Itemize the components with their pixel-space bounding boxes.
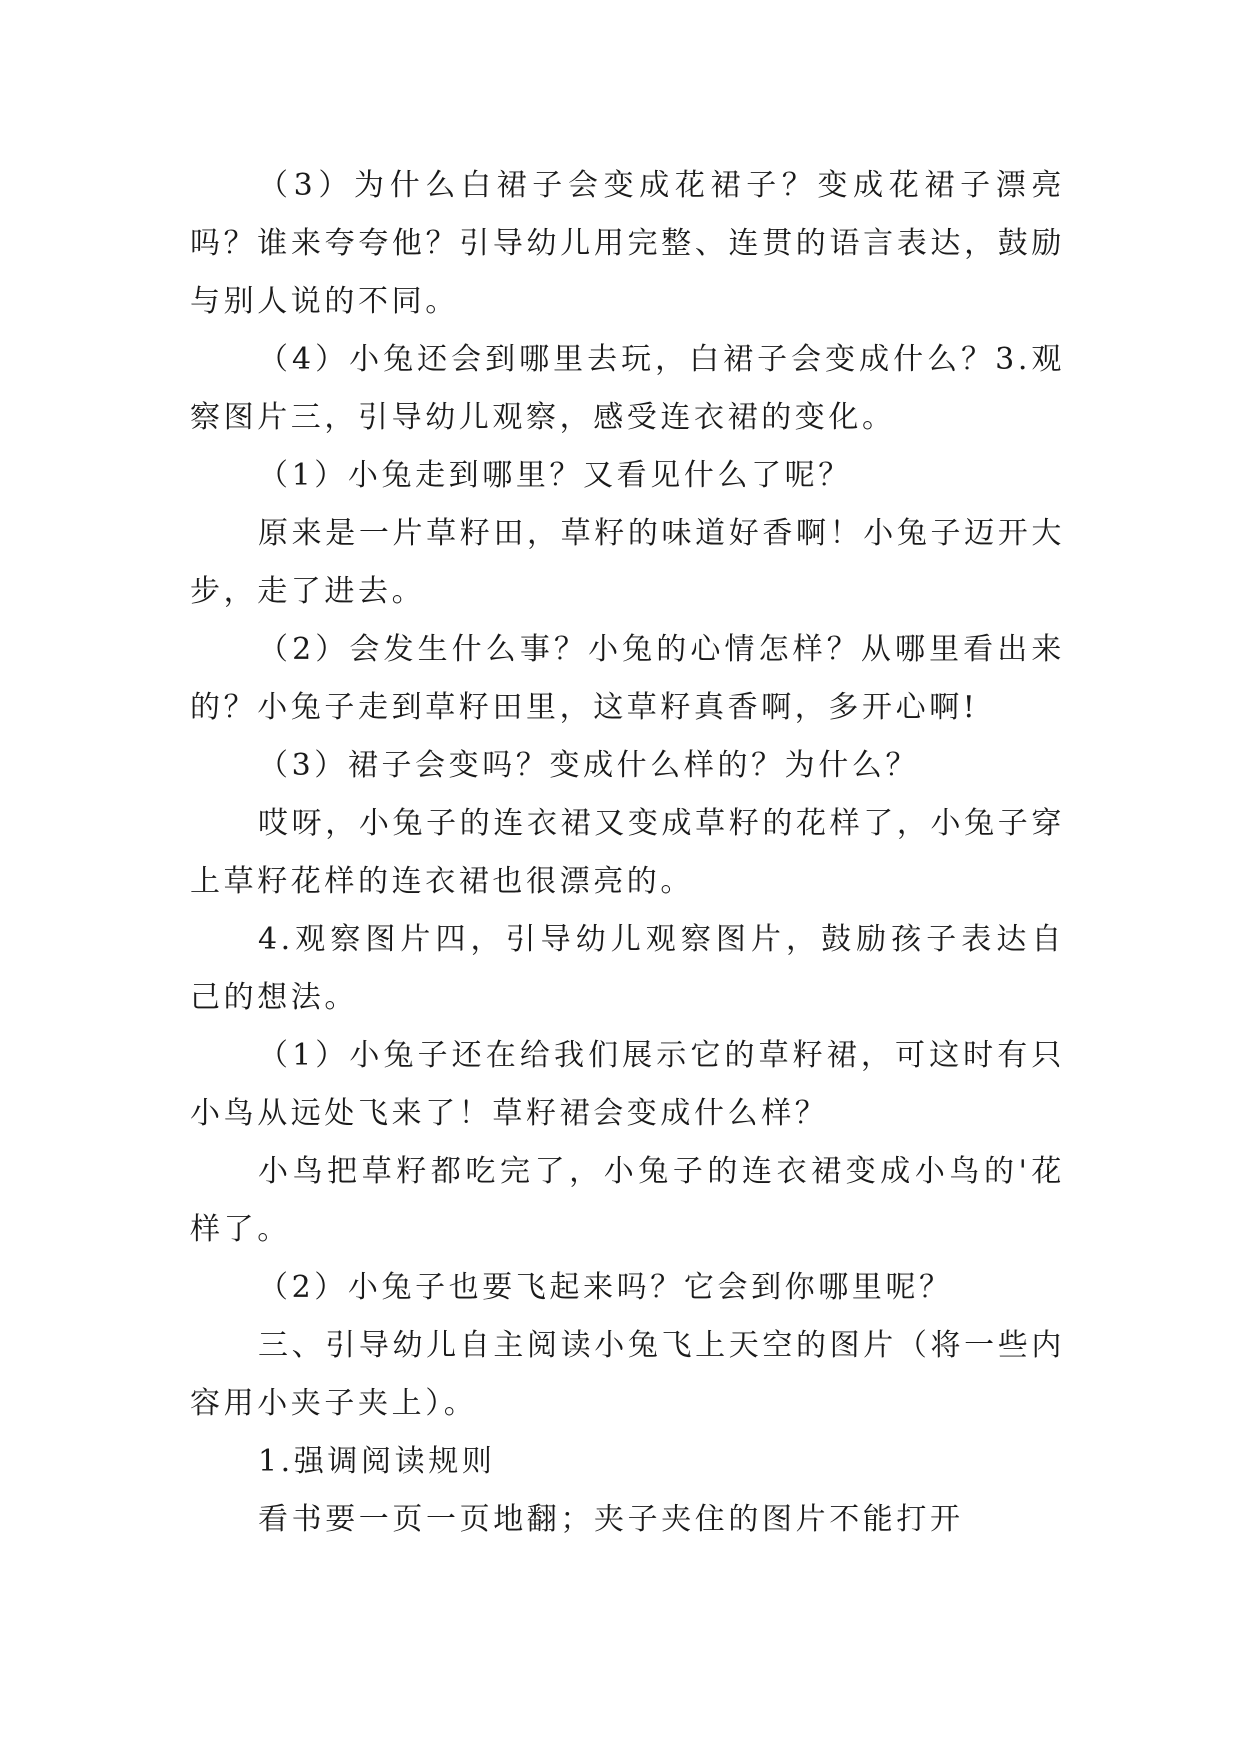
paragraph: （1）小兔走到哪里？又看见什么了呢？ [258,458,852,493]
document-body [190,157,1065,1549]
paragraph: 4.观察图片四，引导幼儿观察图片，鼓励孩子表达自己的想法。 [190,922,1065,1015]
paragraph: 三、引导幼儿自主阅读小兔飞上天空的图片（将一些内容用小夹子夹上）。 [190,1328,1065,1421]
paragraph: （3）为什么白裙子会变成花裙子？变成花裙子漂亮吗？谁来夸夸他？引导幼儿用完整、连贯的语言表达，鼓励与别人说的不同。 [190,168,1065,319]
paragraph: （2）小兔子也要飞起来吗？它会到你哪里呢？ [258,1270,953,1305]
paragraph: （4）小兔还会到哪里去玩，白裙子会变成什么？3.观察图片三，引导幼儿观察，感受连衣裙的变化。 [190,342,1065,435]
paragraph: 原来是一片草籽田，草籽的味道好香啊！小兔子迈开大步，走了进去。 [190,516,1065,609]
paragraph: （2）会发生什么事？小兔的心情怎样？从哪里看出来的？小兔子走到草籽田里，这草籽真香啊，多开心啊! [190,632,1065,725]
paragraph: （3）裙子会变吗？变成什么样的？为什么？ [258,748,920,783]
paragraph: （1）小兔子还在给我们展示它的草籽裙，可这时有只小鸟从远处飞来了！草籽裙会变成什么样？ [190,1038,1065,1131]
paragraph: 小鸟把草籽都吃完了，小兔子的连衣裙变成小鸟的'花样了。 [190,1154,1065,1247]
paragraph: 看书要一页一页地翻；夹子夹住的图片不能打开 [258,1502,964,1537]
paragraph: 1.强调阅读规则 [258,1444,496,1479]
paragraph: 哎呀，小兔子的连衣裙又变成草籽的花样了，小兔子穿上草籽花样的连衣裙也很漂亮的。 [190,806,1065,899]
